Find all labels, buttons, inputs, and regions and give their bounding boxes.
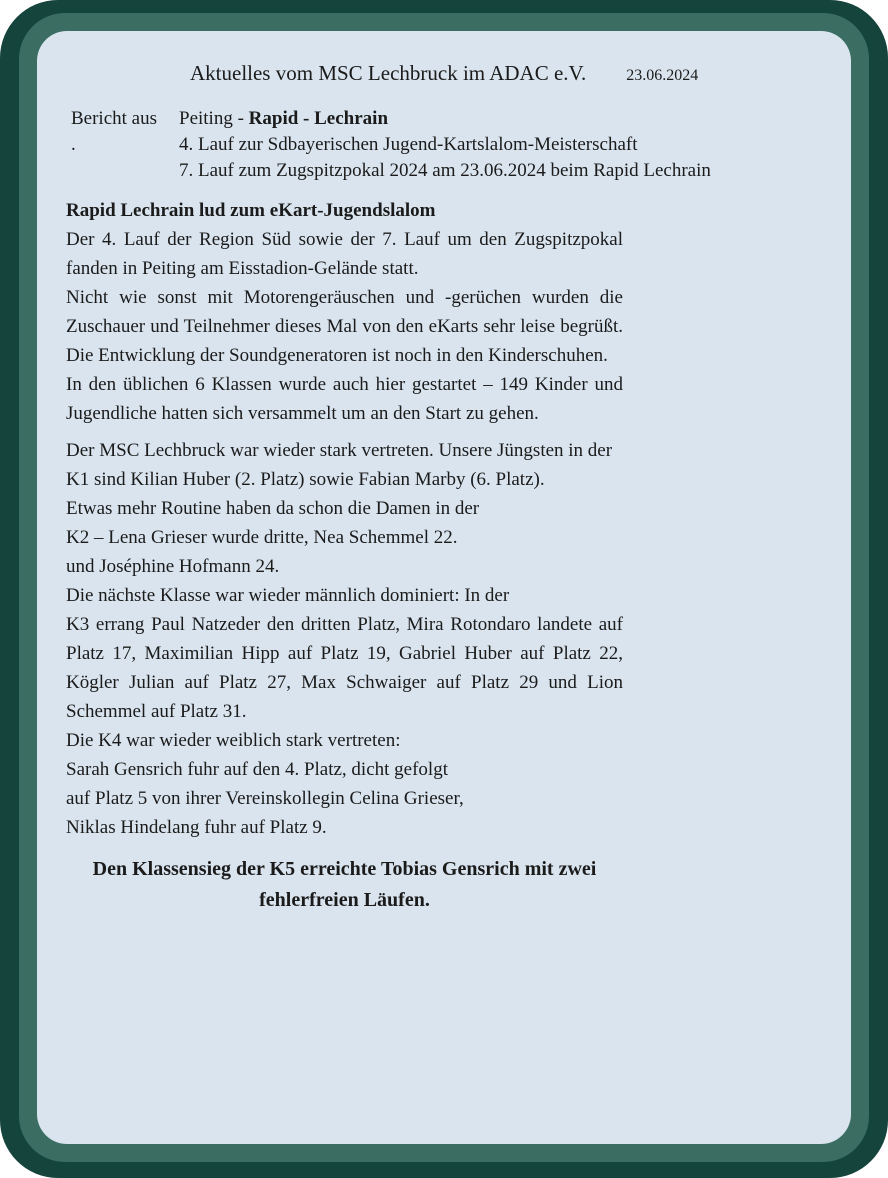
document-column: [66, 61, 711, 916]
closing-line: fehlerfreien Läufen.: [259, 889, 430, 911]
article-heading: Rapid Lechrain lud zum eKart-Jugendslalom: [66, 200, 436, 221]
report-source-row: [66, 132, 638, 158]
report-event-line: 7. Lauf zum Zugspitzpokal 2024 am 23.06.2024 beim Rapid Lechrain: [179, 160, 711, 181]
text-line: Etwas mehr Routine haben da schon die Damen in der: [66, 498, 480, 519]
header-date: 23.06.2024: [626, 67, 699, 84]
report-source-label: Bericht aus: [71, 108, 158, 129]
document-page: [37, 31, 851, 1144]
text-line: Kögler Julian auf Platz 27, Max Schwaiger auf Platz 29 und Lion: [66, 672, 623, 693]
report-event-line: 4. Lauf zur Sdbayerischen Jugend-Kartslalom-Meisterschaft: [179, 134, 638, 155]
text-line: und Joséphine Hofmann 24.: [66, 556, 280, 577]
report-source-spacer: [66, 158, 179, 184]
text-line: Platz 17, Maximilian Hipp auf Platz 19, Gabriel Huber auf Platz 22,: [66, 643, 623, 664]
text-line: auf Platz 5 von ihrer Vereinskollegin Celina Grieser,: [66, 788, 464, 809]
page-title: Aktuelles vom MSC Lechbruck im ADAC e.V.: [190, 61, 587, 85]
inner-frame: [19, 13, 869, 1162]
text-line: Sarah Gensrich fuhr auf den 4. Platz, dicht gefolgt: [66, 759, 448, 780]
document-header: [190, 61, 699, 86]
text-line: K3 errang Paul Natzeder den dritten Platz, Mira Rotondaro landete auf: [66, 614, 623, 635]
text-line: Die nächste Klasse war wieder männlich dominiert: In der: [66, 585, 510, 606]
report-source-row: [66, 106, 623, 132]
report-source-dot: .: [71, 134, 76, 155]
text-line: Der MSC Lechbruck war wieder stark vertreten. Unsere Jüngsten in der: [66, 440, 613, 461]
report-source-block: [66, 106, 711, 184]
paragraph-gap: [66, 428, 623, 436]
report-location: [179, 106, 623, 132]
article-paragraph-1: [66, 225, 623, 428]
text-line: K2 – Lena Grieser wurde dritte, Nea Schemmel 22.: [66, 527, 458, 548]
text-line: Zuschauer und Teilnehmer dieses Mal von den eKarts sehr leise begrüßt.: [66, 316, 623, 337]
article-body: [66, 196, 623, 916]
text-line: K1 sind Kilian Huber (2. Platz) sowie Fabian Marby (6. Platz).: [66, 469, 545, 490]
report-source-row: [66, 158, 711, 184]
text-line: fanden in Peiting am Eisstadion-Gelände statt.: [66, 258, 419, 279]
report-location-club: Rapid - Lechrain: [248, 108, 389, 129]
text-line: Nicht wie sonst mit Motorengeräuschen und -gerüchen wurden die: [66, 287, 623, 308]
text-line: In den üblichen 6 Klassen wurde auch hier gestartet – 149 Kinder und: [66, 374, 623, 395]
closing-statement: [66, 854, 623, 916]
text-line: Die K4 war wieder weiblich stark vertreten:: [66, 730, 401, 751]
text-line: Jugendliche hatten sich versammelt um an den Start zu gehen.: [66, 403, 539, 424]
text-line: Schemmel auf Platz 31.: [66, 701, 247, 722]
text-line: Die Entwicklung der Soundgeneratoren ist noch in den Kinderschuhen.: [66, 345, 608, 366]
report-location-prefix: Peiting -: [179, 108, 249, 129]
text-line: Niklas Hindelang fuhr auf Platz 9.: [66, 817, 327, 838]
closing-line: Den Klassensieg der K5 erreichte Tobias Gensrich mit zwei: [92, 858, 597, 880]
text-line: Der 4. Lauf der Region Süd sowie der 7. Lauf um den Zugspitzpokal: [66, 229, 623, 250]
article-paragraph-2: [66, 436, 623, 842]
